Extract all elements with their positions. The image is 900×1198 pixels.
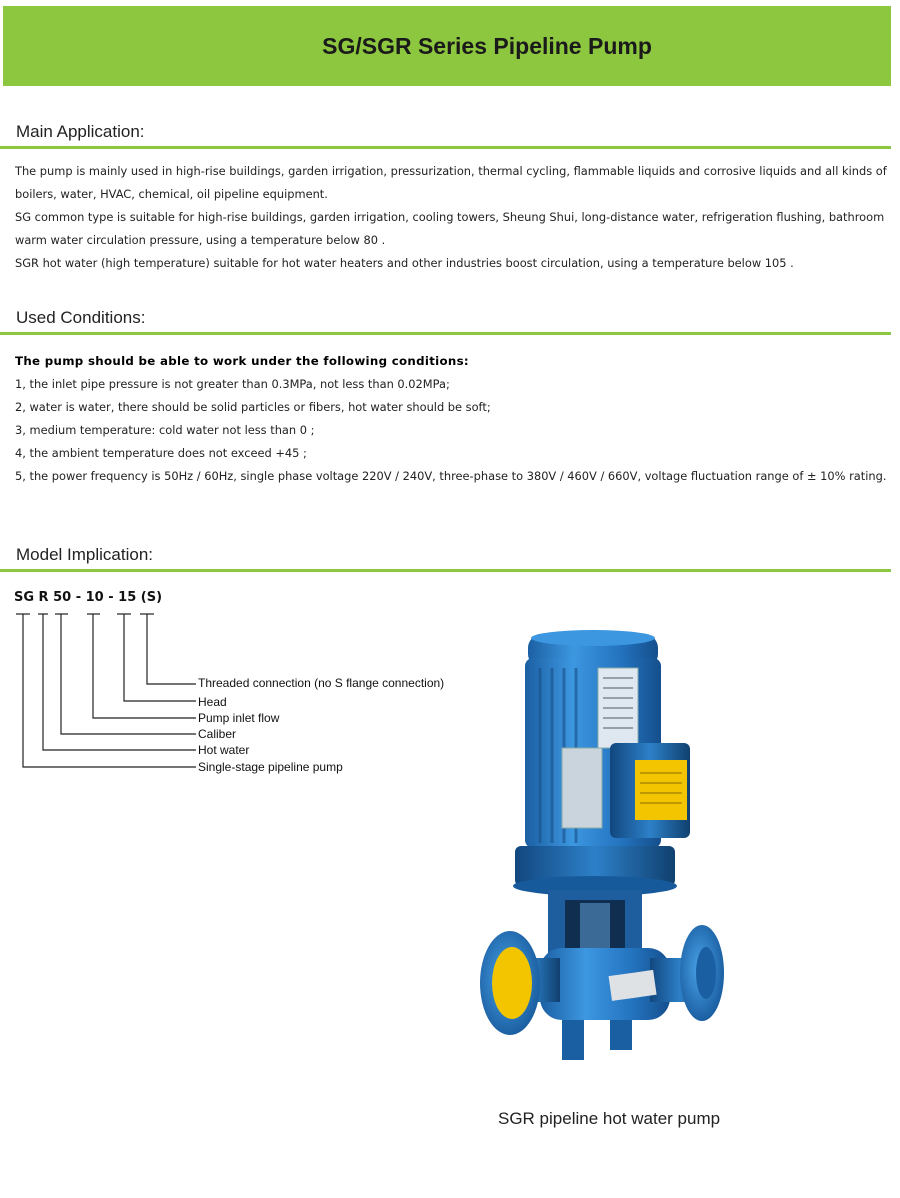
leader-label-hot-water: Hot water bbox=[198, 743, 250, 757]
leader-label-head: Head bbox=[198, 695, 227, 709]
condition-item: 3, medium temperature: cold water not less than 0 ; bbox=[15, 423, 315, 437]
condition-item: 1, the inlet pipe pressure is not greater than 0.3MPa, not less than 0.02MPa; bbox=[15, 377, 450, 391]
pump-image bbox=[470, 628, 740, 1088]
condition-item: 2, water is water, there should be solid particles or fibers, hot water should be soft; bbox=[15, 400, 491, 414]
paragraph: SGR hot water (high temperature) suitable for hot water heaters and other industries boost circulation, using a temperature below 105 . bbox=[15, 256, 794, 270]
condition-item: 5, the power frequency is 50Hz / 60Hz, single phase voltage 220V / 240V, three-phase to 380V / 460V / 660V, voltage fluctuation range of ± 10% rating. bbox=[15, 469, 887, 483]
leader-label-threaded: Threaded connection (no S flange connection) bbox=[198, 676, 445, 690]
condition-item: 4, the ambient temperature does not exceed +45 ; bbox=[15, 446, 307, 460]
section-title: Used Conditions: bbox=[16, 308, 146, 327]
leader-label-caliber: Caliber bbox=[198, 727, 237, 741]
paragraph: The pump is mainly used in high-rise buildings, garden irrigation, pressurization, thermal cycling, flammable liquids and corrosive liquids and all kinds of boilers, water, HVAC, chemical, oil pipeline equipment. bbox=[15, 164, 887, 201]
model-code: SG R 50 - 10 - 15 (S) bbox=[14, 590, 163, 605]
paragraph: SG common type is suitable for high-rise buildings, garden irrigation, cooling towers, Sheung Shui, long-distance water, refrigeration flushing, bathroom warm water circulation pressure, using a temperature below 80 . bbox=[15, 210, 885, 247]
figure-caption: SGR pipeline hot water pump bbox=[498, 1109, 721, 1128]
leader-label-single-stage: Single-stage pipeline pump bbox=[198, 760, 343, 774]
model-leader-lines bbox=[0, 0, 460, 790]
leader-label-inlet-flow: Pump inlet flow bbox=[198, 711, 280, 725]
conditions-intro: The pump should be able to work under the following conditions: bbox=[15, 354, 469, 368]
section-title: Main Application: bbox=[16, 122, 145, 141]
page-title: SG/SGR Series Pipeline Pump bbox=[322, 32, 652, 59]
section-title: Model Implication: bbox=[16, 545, 154, 564]
